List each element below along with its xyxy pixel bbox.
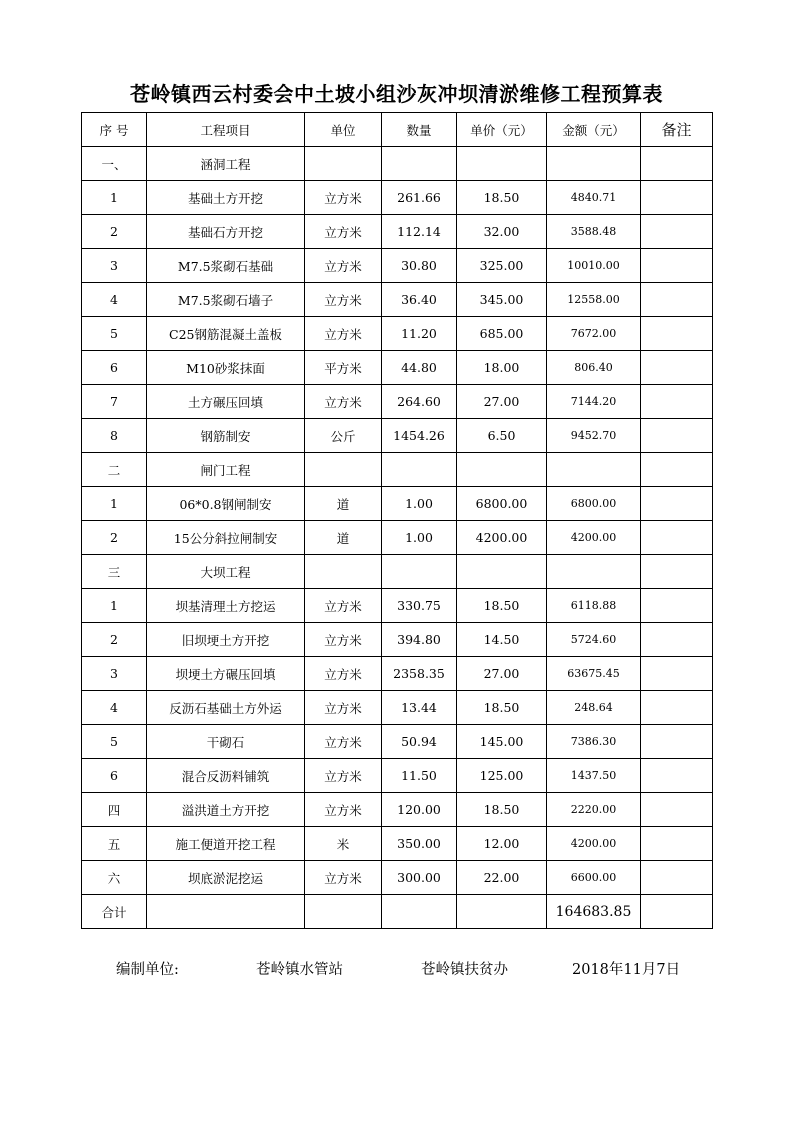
table-row <box>82 725 713 759</box>
cell-item: 坝基清理土方挖运 <box>147 589 305 623</box>
cell-unit: 平方米 <box>305 351 382 385</box>
budget-table <box>81 112 713 929</box>
cell-price <box>457 147 547 181</box>
total-amount: 164683.85 <box>547 895 641 929</box>
cell-amount: 7672.00 <box>547 317 641 351</box>
cell-note <box>641 827 713 861</box>
cell-note <box>641 453 713 487</box>
cell-qty: 112.14 <box>382 215 457 249</box>
cell-seq: 2 <box>82 623 147 657</box>
cell-note <box>641 691 713 725</box>
total-row <box>82 895 713 929</box>
cell-unit: 立方米 <box>305 589 382 623</box>
cell-qty <box>382 555 457 589</box>
table-row <box>82 351 713 385</box>
table-row <box>82 861 713 895</box>
cell-unit: 立方米 <box>305 657 382 691</box>
page-title: 苍岭镇西云村委会中土坡小组沙灰冲坝清淤维修工程预算表 <box>130 82 663 106</box>
cell-seq: 1 <box>82 589 147 623</box>
cell-seq: 6 <box>82 759 147 793</box>
cell-item: M10砂浆抹面 <box>147 351 305 385</box>
table-row <box>82 657 713 691</box>
cell-amount: 4200.00 <box>547 521 641 555</box>
cell-seq: 一、 <box>82 147 147 181</box>
cell-unit: 立方米 <box>305 861 382 895</box>
cell-seq: 2 <box>82 521 147 555</box>
table-row <box>82 691 713 725</box>
cell-price: 18.50 <box>457 691 547 725</box>
cell-unit: 道 <box>305 521 382 555</box>
table-body <box>82 147 713 895</box>
cell-unit: 立方米 <box>305 623 382 657</box>
cell-item: 干砌石 <box>147 725 305 759</box>
cell-qty: 120.00 <box>382 793 457 827</box>
cell-amount: 10010.00 <box>547 249 641 283</box>
cell-unit: 米 <box>305 827 382 861</box>
cell-note <box>641 623 713 657</box>
cell-item: 涵洞工程 <box>147 147 305 181</box>
cell-amount: 7386.30 <box>547 725 641 759</box>
table-row <box>82 555 713 589</box>
cell-qty: 261.66 <box>382 181 457 215</box>
header-amount: 金额（元） <box>547 113 641 147</box>
cell-price <box>457 453 547 487</box>
cell-note <box>641 215 713 249</box>
cell-seq: 4 <box>82 691 147 725</box>
footer-org-water: 苍岭镇水管站 <box>256 962 343 978</box>
cell-seq: 六 <box>82 861 147 895</box>
footer-date: 2018年11月7日 <box>572 962 681 978</box>
cell-note <box>641 249 713 283</box>
cell-seq: 5 <box>82 725 147 759</box>
table-row <box>82 249 713 283</box>
table-row <box>82 147 713 181</box>
cell-amount: 5724.60 <box>547 623 641 657</box>
cell-price: 14.50 <box>457 623 547 657</box>
footer-unit-label: 编制单位: <box>116 962 179 978</box>
table-row <box>82 317 713 351</box>
cell-seq: 1 <box>82 487 147 521</box>
cell-price: 145.00 <box>457 725 547 759</box>
cell-seq: 二 <box>82 453 147 487</box>
cell-qty: 350.00 <box>382 827 457 861</box>
cell-qty <box>382 147 457 181</box>
cell-item: 溢洪道土方开挖 <box>147 793 305 827</box>
cell-price: 18.50 <box>457 181 547 215</box>
cell-amount: 4200.00 <box>547 827 641 861</box>
cell-unit: 立方米 <box>305 691 382 725</box>
cell-price: 22.00 <box>457 861 547 895</box>
cell-qty <box>382 453 457 487</box>
cell-seq: 四 <box>82 793 147 827</box>
cell-amount: 1437.50 <box>547 759 641 793</box>
cell-qty: 1.00 <box>382 487 457 521</box>
cell-qty: 264.60 <box>382 385 457 419</box>
header-note: 备注 <box>641 113 713 147</box>
cell-price: 27.00 <box>457 657 547 691</box>
cell-unit: 立方米 <box>305 793 382 827</box>
total-empty-cell <box>457 895 547 929</box>
cell-item: 大坝工程 <box>147 555 305 589</box>
cell-item: 06*0.8钢闸制安 <box>147 487 305 521</box>
cell-price: 27.00 <box>457 385 547 419</box>
table-row <box>82 623 713 657</box>
cell-item: 钢筋制安 <box>147 419 305 453</box>
cell-note <box>641 759 713 793</box>
cell-note <box>641 351 713 385</box>
cell-amount <box>547 453 641 487</box>
cell-unit: 立方米 <box>305 317 382 351</box>
cell-seq: 2 <box>82 215 147 249</box>
cell-price: 4200.00 <box>457 521 547 555</box>
cell-qty: 30.80 <box>382 249 457 283</box>
cell-note <box>641 555 713 589</box>
cell-item: 闸门工程 <box>147 453 305 487</box>
cell-price: 345.00 <box>457 283 547 317</box>
total-empty-cell <box>641 895 713 929</box>
cell-note <box>641 147 713 181</box>
cell-note <box>641 419 713 453</box>
cell-price: 6800.00 <box>457 487 547 521</box>
cell-price: 325.00 <box>457 249 547 283</box>
cell-qty: 300.00 <box>382 861 457 895</box>
cell-note <box>641 181 713 215</box>
table-row <box>82 419 713 453</box>
cell-qty: 330.75 <box>382 589 457 623</box>
cell-amount: 7144.20 <box>547 385 641 419</box>
cell-seq: 7 <box>82 385 147 419</box>
cell-item: 15公分斜拉闸制安 <box>147 521 305 555</box>
table-row <box>82 759 713 793</box>
cell-item: 旧坝埂土方开挖 <box>147 623 305 657</box>
header-unit: 单位 <box>305 113 382 147</box>
cell-note <box>641 657 713 691</box>
cell-price: 12.00 <box>457 827 547 861</box>
cell-price <box>457 555 547 589</box>
cell-price: 125.00 <box>457 759 547 793</box>
cell-qty: 11.50 <box>382 759 457 793</box>
cell-item: M7.5浆砌石墙子 <box>147 283 305 317</box>
cell-price: 18.00 <box>457 351 547 385</box>
cell-unit: 立方米 <box>305 725 382 759</box>
cell-amount: 6600.00 <box>547 861 641 895</box>
cell-amount: 6118.88 <box>547 589 641 623</box>
cell-note <box>641 793 713 827</box>
cell-amount <box>547 555 641 589</box>
cell-unit <box>305 555 382 589</box>
cell-amount: 4840.71 <box>547 181 641 215</box>
table-row <box>82 827 713 861</box>
cell-price: 685.00 <box>457 317 547 351</box>
cell-unit <box>305 147 382 181</box>
cell-unit: 立方米 <box>305 249 382 283</box>
cell-item: C25钢筋混凝土盖板 <box>147 317 305 351</box>
cell-price: 18.50 <box>457 589 547 623</box>
table-row <box>82 283 713 317</box>
cell-seq: 4 <box>82 283 147 317</box>
cell-unit: 道 <box>305 487 382 521</box>
cell-unit: 立方米 <box>305 283 382 317</box>
cell-item: 反沥石基础土方外运 <box>147 691 305 725</box>
cell-note <box>641 861 713 895</box>
cell-seq: 6 <box>82 351 147 385</box>
table-row <box>82 453 713 487</box>
cell-unit <box>305 453 382 487</box>
cell-item: 坝底淤泥挖运 <box>147 861 305 895</box>
cell-price: 18.50 <box>457 793 547 827</box>
header-item: 工程项目 <box>147 113 305 147</box>
cell-note <box>641 589 713 623</box>
cell-unit: 立方米 <box>305 181 382 215</box>
cell-item: 基础土方开挖 <box>147 181 305 215</box>
header-price: 单价（元） <box>457 113 547 147</box>
cell-unit: 公斤 <box>305 419 382 453</box>
cell-price: 6.50 <box>457 419 547 453</box>
cell-item: 混合反沥料铺筑 <box>147 759 305 793</box>
cell-note <box>641 317 713 351</box>
cell-unit: 立方米 <box>305 215 382 249</box>
cell-note <box>641 283 713 317</box>
total-empty-cell <box>382 895 457 929</box>
cell-seq: 8 <box>82 419 147 453</box>
cell-amount: 806.40 <box>547 351 641 385</box>
cell-amount: 9452.70 <box>547 419 641 453</box>
cell-price: 32.00 <box>457 215 547 249</box>
cell-qty: 2358.35 <box>382 657 457 691</box>
cell-qty: 50.94 <box>382 725 457 759</box>
cell-item: 坝埂土方碾压回填 <box>147 657 305 691</box>
total-label: 合计 <box>82 895 147 929</box>
table-row <box>82 181 713 215</box>
cell-qty: 44.80 <box>382 351 457 385</box>
total-empty-cell <box>147 895 305 929</box>
cell-item: 土方碾压回填 <box>147 385 305 419</box>
cell-qty: 13.44 <box>382 691 457 725</box>
footer-org-poverty: 苍岭镇扶贫办 <box>421 962 508 978</box>
cell-seq: 1 <box>82 181 147 215</box>
cell-seq: 5 <box>82 317 147 351</box>
cell-qty: 36.40 <box>382 283 457 317</box>
cell-amount: 248.64 <box>547 691 641 725</box>
table-row <box>82 215 713 249</box>
cell-seq: 三 <box>82 555 147 589</box>
cell-seq: 五 <box>82 827 147 861</box>
header-seq: 序 号 <box>82 113 147 147</box>
cell-amount <box>547 147 641 181</box>
table-row <box>82 385 713 419</box>
cell-seq: 3 <box>82 249 147 283</box>
cell-note <box>641 385 713 419</box>
total-empty-cell <box>305 895 382 929</box>
cell-amount: 12558.00 <box>547 283 641 317</box>
cell-amount: 63675.45 <box>547 657 641 691</box>
header-qty: 数量 <box>382 113 457 147</box>
cell-item: M7.5浆砌石基础 <box>147 249 305 283</box>
cell-amount: 6800.00 <box>547 487 641 521</box>
cell-qty: 11.20 <box>382 317 457 351</box>
table-row <box>82 589 713 623</box>
cell-seq: 3 <box>82 657 147 691</box>
cell-qty: 1.00 <box>382 521 457 555</box>
cell-note <box>641 487 713 521</box>
cell-unit: 立方米 <box>305 385 382 419</box>
table-row <box>82 793 713 827</box>
cell-note <box>641 725 713 759</box>
cell-note <box>641 521 713 555</box>
cell-item: 施工便道开挖工程 <box>147 827 305 861</box>
cell-item: 基础石方开挖 <box>147 215 305 249</box>
cell-amount: 3588.48 <box>547 215 641 249</box>
cell-qty: 394.80 <box>382 623 457 657</box>
table-row <box>82 521 713 555</box>
cell-amount: 2220.00 <box>547 793 641 827</box>
cell-qty: 1454.26 <box>382 419 457 453</box>
table-row <box>82 487 713 521</box>
header-row <box>82 113 713 147</box>
cell-unit: 立方米 <box>305 759 382 793</box>
